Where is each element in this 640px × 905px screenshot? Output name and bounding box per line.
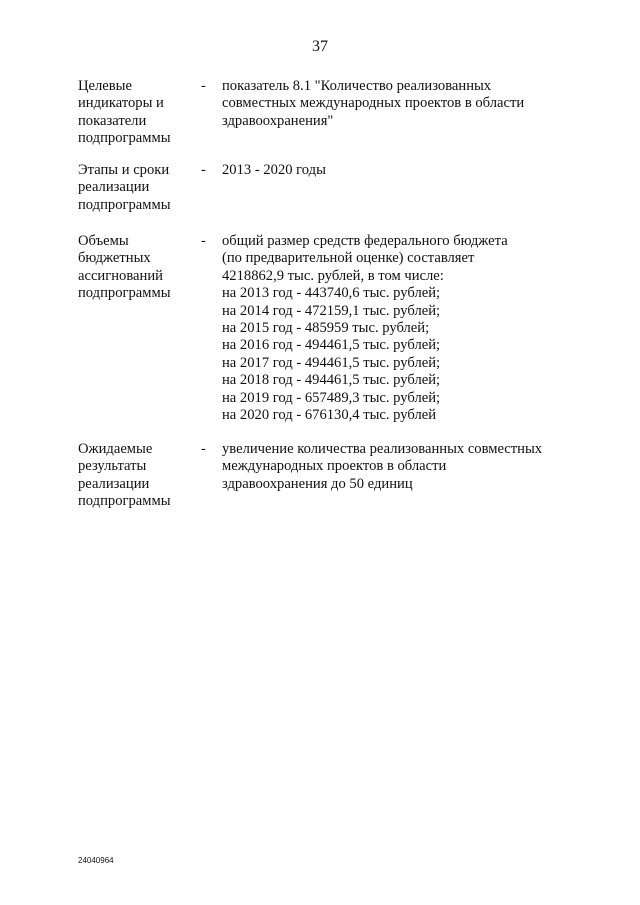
label-line: подпрограммы [78, 130, 171, 147]
value-line: на 2014 год - 472159,1 тыс. рублей; [222, 302, 441, 319]
label-line: подпрограммы [78, 196, 171, 213]
document-code: 24040964 [78, 856, 114, 865]
row-dash: - [201, 441, 206, 457]
value-line: увеличение количества реализованных совместных [222, 441, 543, 457]
label-line: результаты [78, 458, 147, 475]
label-line: Объемы [78, 233, 129, 249]
value-line: на 2017 год - 494461,5 тыс. рублей; [222, 354, 441, 371]
label-line: показатели [78, 112, 147, 129]
row-value [222, 441, 572, 493]
label-line: подпрограммы [78, 285, 171, 302]
value-line: общий размер средств федерального бюджета [222, 233, 508, 249]
value-line: на 2016 год - 494461,5 тыс. рублей; [222, 337, 441, 354]
label-line: реализации [78, 179, 150, 196]
label-line: Целевые [78, 78, 132, 94]
value-line: международных проектов в области [222, 458, 447, 475]
value-line: показатель 8.1 "Количество реализованных [222, 78, 492, 94]
label-line: реализации [78, 475, 150, 492]
row-label [78, 162, 198, 214]
row-value [222, 233, 572, 424]
row-value [222, 162, 572, 179]
label-line: бюджетных [78, 250, 151, 267]
label-line: подпрограммы [78, 493, 171, 510]
value-line: на 2015 год - 485959 тыс. рублей; [222, 320, 430, 337]
row-label [78, 233, 198, 303]
page-number: 37 [312, 38, 328, 55]
value-line: (по предварительной оценке) составляет [222, 250, 475, 267]
row-label [78, 78, 198, 148]
label-line: ассигнований [78, 267, 163, 284]
value-line: на 2019 год - 657489,3 тыс. рублей; [222, 389, 441, 406]
value-line: на 2013 год - 443740,6 тыс. рублей; [222, 285, 441, 302]
label-line: Ожидаемые [78, 441, 153, 457]
value-line: 2013 - 2020 годы [222, 162, 326, 178]
row-dash: - [201, 162, 206, 178]
value-line: совместных международных проектов в области [222, 95, 525, 112]
row-dash: - [201, 233, 206, 249]
row-label [78, 441, 198, 511]
value-line: здравоохранения до 50 единиц [222, 475, 413, 492]
value-line: 4218862,9 тыс. рублей, в том числе: [222, 267, 444, 284]
value-line: на 2018 год - 494461,5 тыс. рублей; [222, 372, 441, 389]
value-line: на 2020 год - 676130,4 тыс. рублей [222, 407, 437, 424]
label-line: индикаторы и [78, 95, 164, 112]
row-dash: - [201, 78, 206, 94]
value-line: здравоохранения" [222, 112, 334, 129]
row-value [222, 78, 572, 130]
label-line: Этапы и сроки [78, 162, 170, 178]
